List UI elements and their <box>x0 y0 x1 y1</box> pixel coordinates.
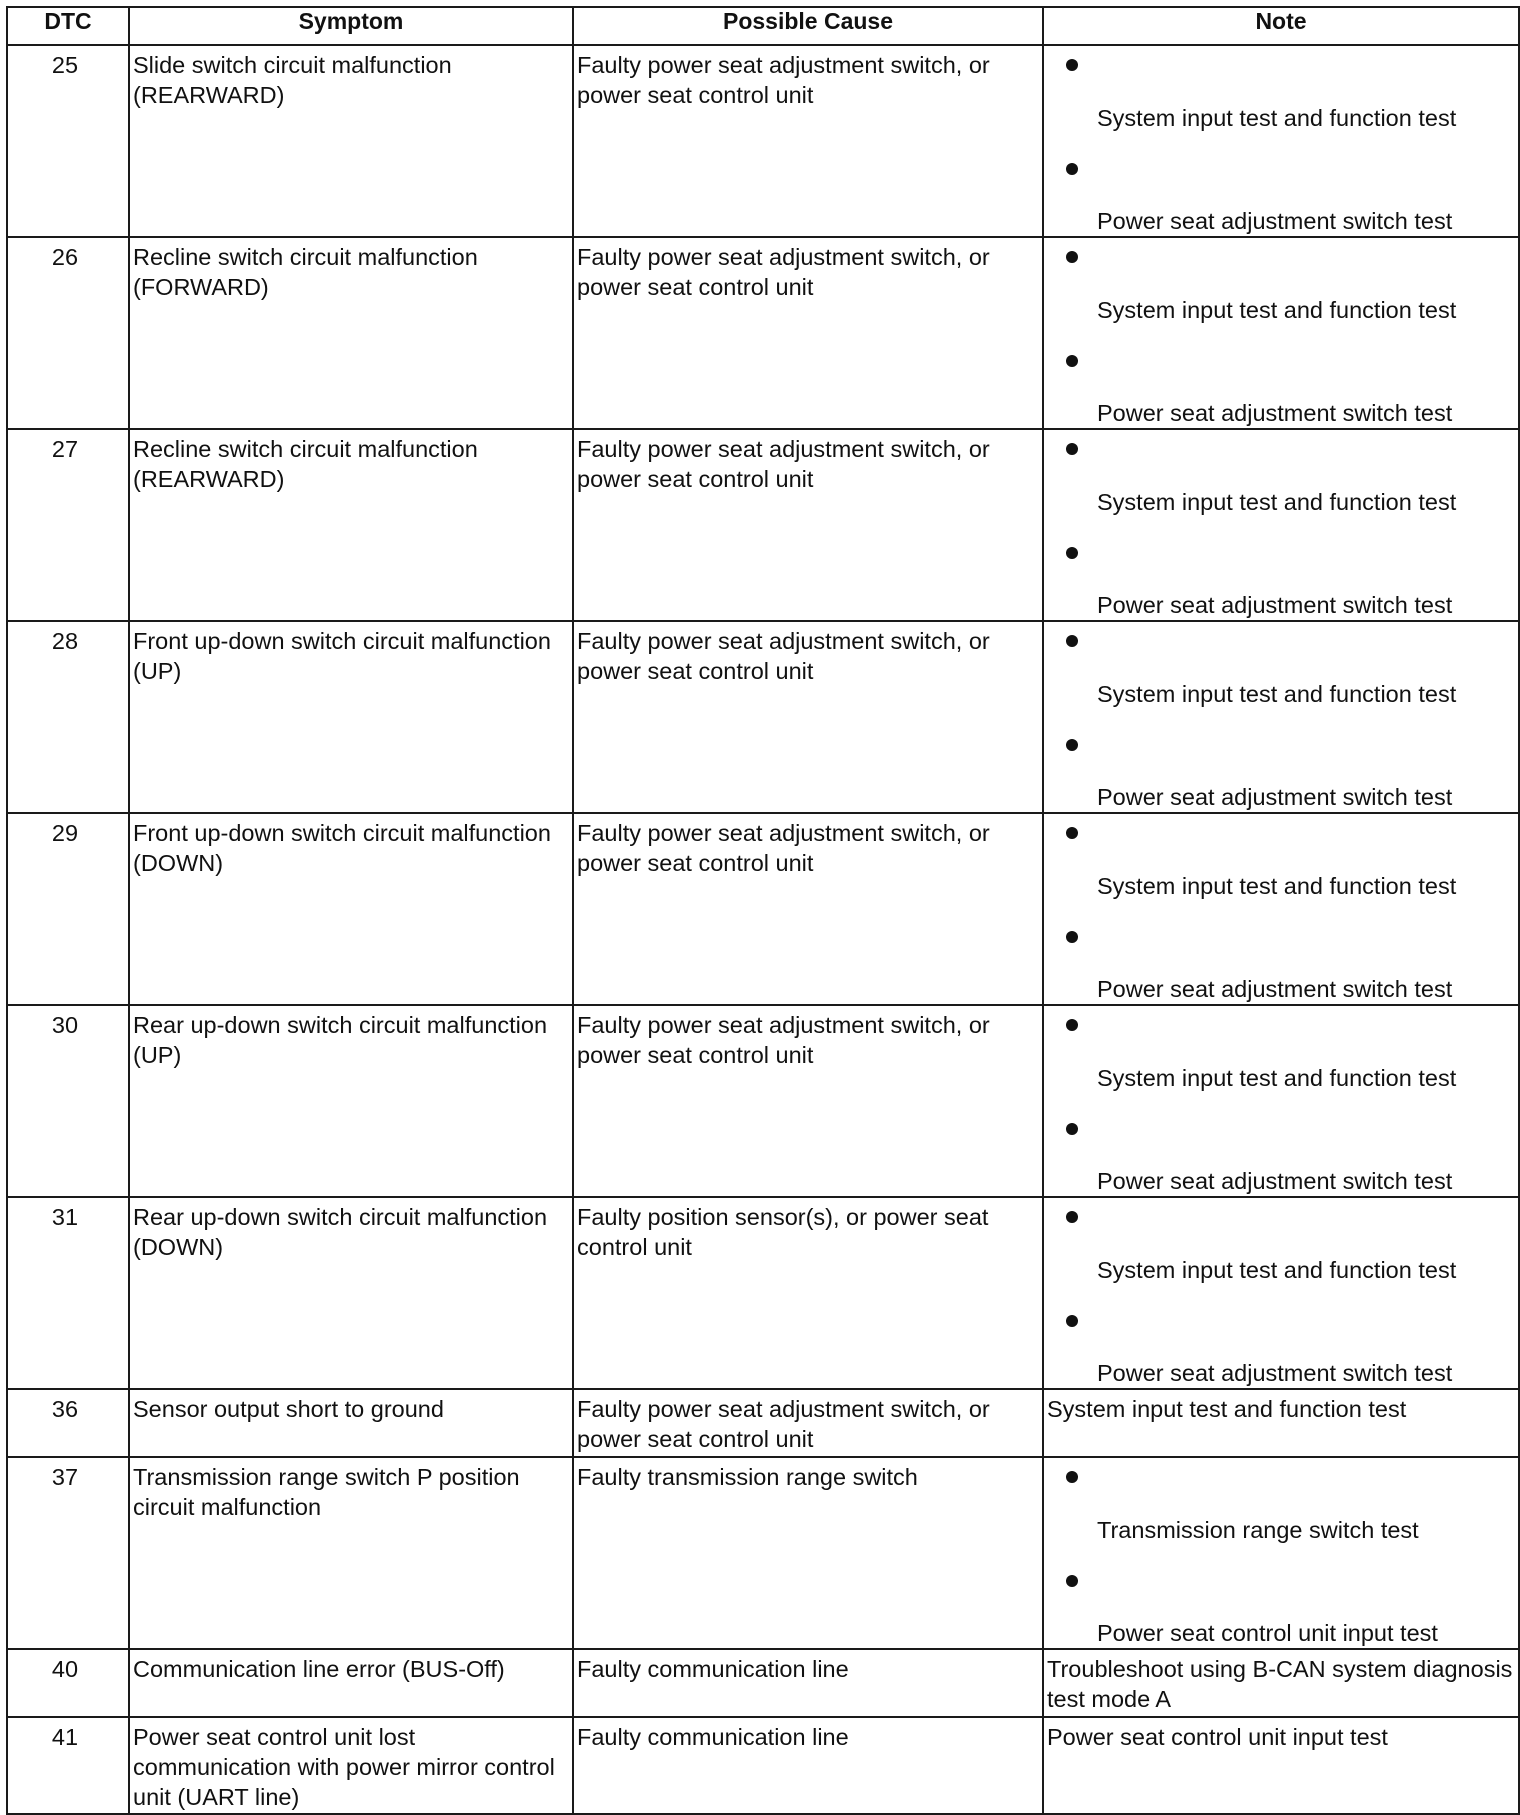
dtc-code: 29 <box>51 820 79 846</box>
bullet-icon <box>1066 739 1078 751</box>
dtc-code: 31 <box>51 1204 79 1230</box>
dtc-code: 41 <box>51 1724 79 1750</box>
symptom-text: Recline switch circuit malfunction (FORWARD) <box>133 244 478 300</box>
bullet-icon <box>1066 355 1078 367</box>
table-row <box>7 1457 1519 1649</box>
note-bullet-list <box>1044 238 1518 428</box>
table-row <box>7 45 1519 237</box>
header-row <box>7 7 1519 45</box>
note-bullet-list <box>1044 1006 1518 1196</box>
bullet-icon <box>1066 931 1078 943</box>
note-bullet-list <box>1044 814 1518 1004</box>
dtc-code: 30 <box>51 1012 79 1038</box>
cause-cell <box>573 1197 1043 1389</box>
note-cell <box>1043 237 1519 429</box>
cause-cell <box>573 429 1043 621</box>
note-cell <box>1043 429 1519 621</box>
header-possible-cause: Possible Cause <box>573 7 1043 45</box>
note-cell <box>1043 813 1519 1005</box>
symptom-text: Front up-down switch circuit malfunction (DOWN) <box>133 820 551 876</box>
symptom-text: Power seat control unit lost communication with power mirror control unit (UART line) <box>133 1724 555 1810</box>
note-cell <box>1043 621 1519 813</box>
header-dtc: DTC <box>7 7 129 45</box>
cause-text: Faulty power seat adjustment switch, or power seat control unit <box>577 52 990 108</box>
dtc-table <box>6 6 1520 1815</box>
dtc-cell <box>7 429 129 621</box>
dtc-cell <box>7 813 129 1005</box>
note-link[interactable]: Power seat adjustment switch test <box>1097 976 1453 1002</box>
cause-cell <box>573 813 1043 1005</box>
symptom-cell <box>129 1649 573 1717</box>
cause-text: Faulty communication line <box>577 1724 849 1750</box>
table-row <box>7 237 1519 429</box>
note-link[interactable]: Power seat adjustment switch test <box>1097 1168 1453 1194</box>
symptom-cell <box>129 1005 573 1197</box>
bullet-icon <box>1066 1575 1078 1587</box>
note-link[interactable]: Power seat control unit input test <box>1097 1620 1438 1646</box>
cause-text: Faulty power seat adjustment switch, or power seat control unit <box>577 436 990 492</box>
dtc-cell <box>7 1457 129 1649</box>
note-cell <box>1043 1197 1519 1389</box>
dtc-code: 36 <box>51 1396 79 1422</box>
note-bullet-list <box>1044 1458 1518 1648</box>
bullet-icon <box>1066 1315 1078 1327</box>
symptom-cell <box>129 1197 573 1389</box>
cause-text: Faulty power seat adjustment switch, or power seat control unit <box>577 820 990 876</box>
dtc-code: 26 <box>51 244 79 270</box>
cause-cell <box>573 1649 1043 1717</box>
dtc-cell <box>7 237 129 429</box>
note-bullet-list <box>1044 622 1518 812</box>
cause-cell <box>573 1457 1043 1649</box>
bullet-icon <box>1066 1019 1078 1031</box>
symptom-text: Front up-down switch circuit malfunction (UP) <box>133 628 551 684</box>
dtc-cell <box>7 1005 129 1197</box>
dtc-code: 40 <box>51 1656 79 1682</box>
bullet-icon <box>1066 59 1078 71</box>
symptom-cell <box>129 621 573 813</box>
note-cell <box>1043 1389 1519 1457</box>
symptom-cell <box>129 429 573 621</box>
cause-cell <box>573 45 1043 237</box>
dtc-cell <box>7 45 129 237</box>
bullet-icon <box>1066 1471 1078 1483</box>
cause-text: Faulty transmission range switch <box>577 1464 918 1490</box>
note-link[interactable]: System input test and function test <box>1047 1396 1407 1422</box>
note-cell <box>1043 45 1519 237</box>
table-row <box>7 1717 1519 1814</box>
note-link[interactable]: System input test and function test <box>1097 105 1457 131</box>
note-link[interactable]: Power seat control unit input test <box>1047 1724 1388 1750</box>
note-bullet-list <box>1044 430 1518 620</box>
symptom-cell <box>129 813 573 1005</box>
note-bullet-list <box>1044 1198 1518 1388</box>
cause-text: Faulty power seat adjustment switch, or power seat control unit <box>577 628 990 684</box>
note-link[interactable]: Power seat adjustment switch test <box>1097 1360 1453 1386</box>
symptom-cell <box>129 1389 573 1457</box>
table-row <box>7 429 1519 621</box>
table-row <box>7 1389 1519 1457</box>
symptom-text: Slide switch circuit malfunction (REARWARD) <box>133 52 452 108</box>
dtc-cell <box>7 1717 129 1814</box>
note-cell <box>1043 1717 1519 1814</box>
note-link[interactable]: System input test and function test <box>1097 1065 1457 1091</box>
bullet-icon <box>1066 163 1078 175</box>
header-note: Note <box>1043 7 1519 45</box>
cause-text: Faulty power seat adjustment switch, or power seat control unit <box>577 1012 990 1068</box>
symptom-cell <box>129 45 573 237</box>
cause-text: Faulty position sensor(s), or power seat control unit <box>577 1204 989 1260</box>
symptom-cell <box>129 1717 573 1814</box>
dtc-cell <box>7 1389 129 1457</box>
dtc-code: 28 <box>51 628 79 654</box>
symptom-cell <box>129 1457 573 1649</box>
bullet-icon <box>1066 251 1078 263</box>
symptom-text: Sensor output short to ground <box>133 1396 444 1422</box>
table-row <box>7 813 1519 1005</box>
cause-text: Faulty power seat adjustment switch, or power seat control unit <box>577 1396 990 1452</box>
note-link[interactable]: System input test and function test <box>1097 297 1457 323</box>
bullet-icon <box>1066 827 1078 839</box>
note-bullet-list <box>1044 46 1518 236</box>
dtc-cell <box>7 1649 129 1717</box>
dtc-code: 37 <box>51 1464 79 1490</box>
bullet-icon <box>1066 1123 1078 1135</box>
note-cell <box>1043 1457 1519 1649</box>
cause-cell <box>573 237 1043 429</box>
dtc-cell <box>7 1197 129 1389</box>
note-cell <box>1043 1649 1519 1717</box>
dtc-code: 27 <box>51 436 79 462</box>
header-symptom: Symptom <box>129 7 573 45</box>
note-link[interactable]: Power seat adjustment switch test <box>1097 208 1453 234</box>
bullet-icon <box>1066 635 1078 647</box>
symptom-text: Communication line error (BUS-Off) <box>133 1656 505 1682</box>
note-link[interactable]: Power seat adjustment switch test <box>1097 400 1453 426</box>
symptom-text: Transmission range switch P position circuit malfunction <box>133 1464 520 1520</box>
table-row <box>7 1005 1519 1197</box>
symptom-cell <box>129 237 573 429</box>
table-row <box>7 621 1519 813</box>
symptom-text: Rear up-down switch circuit malfunction (DOWN) <box>133 1204 548 1260</box>
note-link[interactable]: System input test and function test <box>1097 1257 1457 1283</box>
cause-text: Faulty communication line <box>577 1656 849 1682</box>
dtc-cell <box>7 621 129 813</box>
cause-cell <box>573 1005 1043 1197</box>
note-link[interactable]: Power seat adjustment switch test <box>1097 592 1453 618</box>
note-link[interactable]: Troubleshoot using B-CAN system diagnosis test mode A <box>1047 1656 1513 1712</box>
symptom-text: Recline switch circuit malfunction (REARWARD) <box>133 436 478 492</box>
note-cell <box>1043 1005 1519 1197</box>
cause-cell <box>573 1389 1043 1457</box>
note-link[interactable]: System input test and function test <box>1097 873 1457 899</box>
note-link[interactable]: Transmission range switch test <box>1097 1517 1419 1543</box>
note-link[interactable]: Power seat adjustment switch test <box>1097 784 1453 810</box>
cause-cell <box>573 1717 1043 1814</box>
bullet-icon <box>1066 1211 1078 1223</box>
bullet-icon <box>1066 547 1078 559</box>
table-row <box>7 1649 1519 1717</box>
bullet-icon <box>1066 443 1078 455</box>
cause-cell <box>573 621 1043 813</box>
note-link[interactable]: System input test and function test <box>1097 489 1457 515</box>
symptom-text: Rear up-down switch circuit malfunction (UP) <box>133 1012 548 1068</box>
note-link[interactable]: System input test and function test <box>1097 681 1457 707</box>
dtc-code: 25 <box>51 52 79 78</box>
table-row <box>7 1197 1519 1389</box>
cause-text: Faulty power seat adjustment switch, or power seat control unit <box>577 244 990 300</box>
